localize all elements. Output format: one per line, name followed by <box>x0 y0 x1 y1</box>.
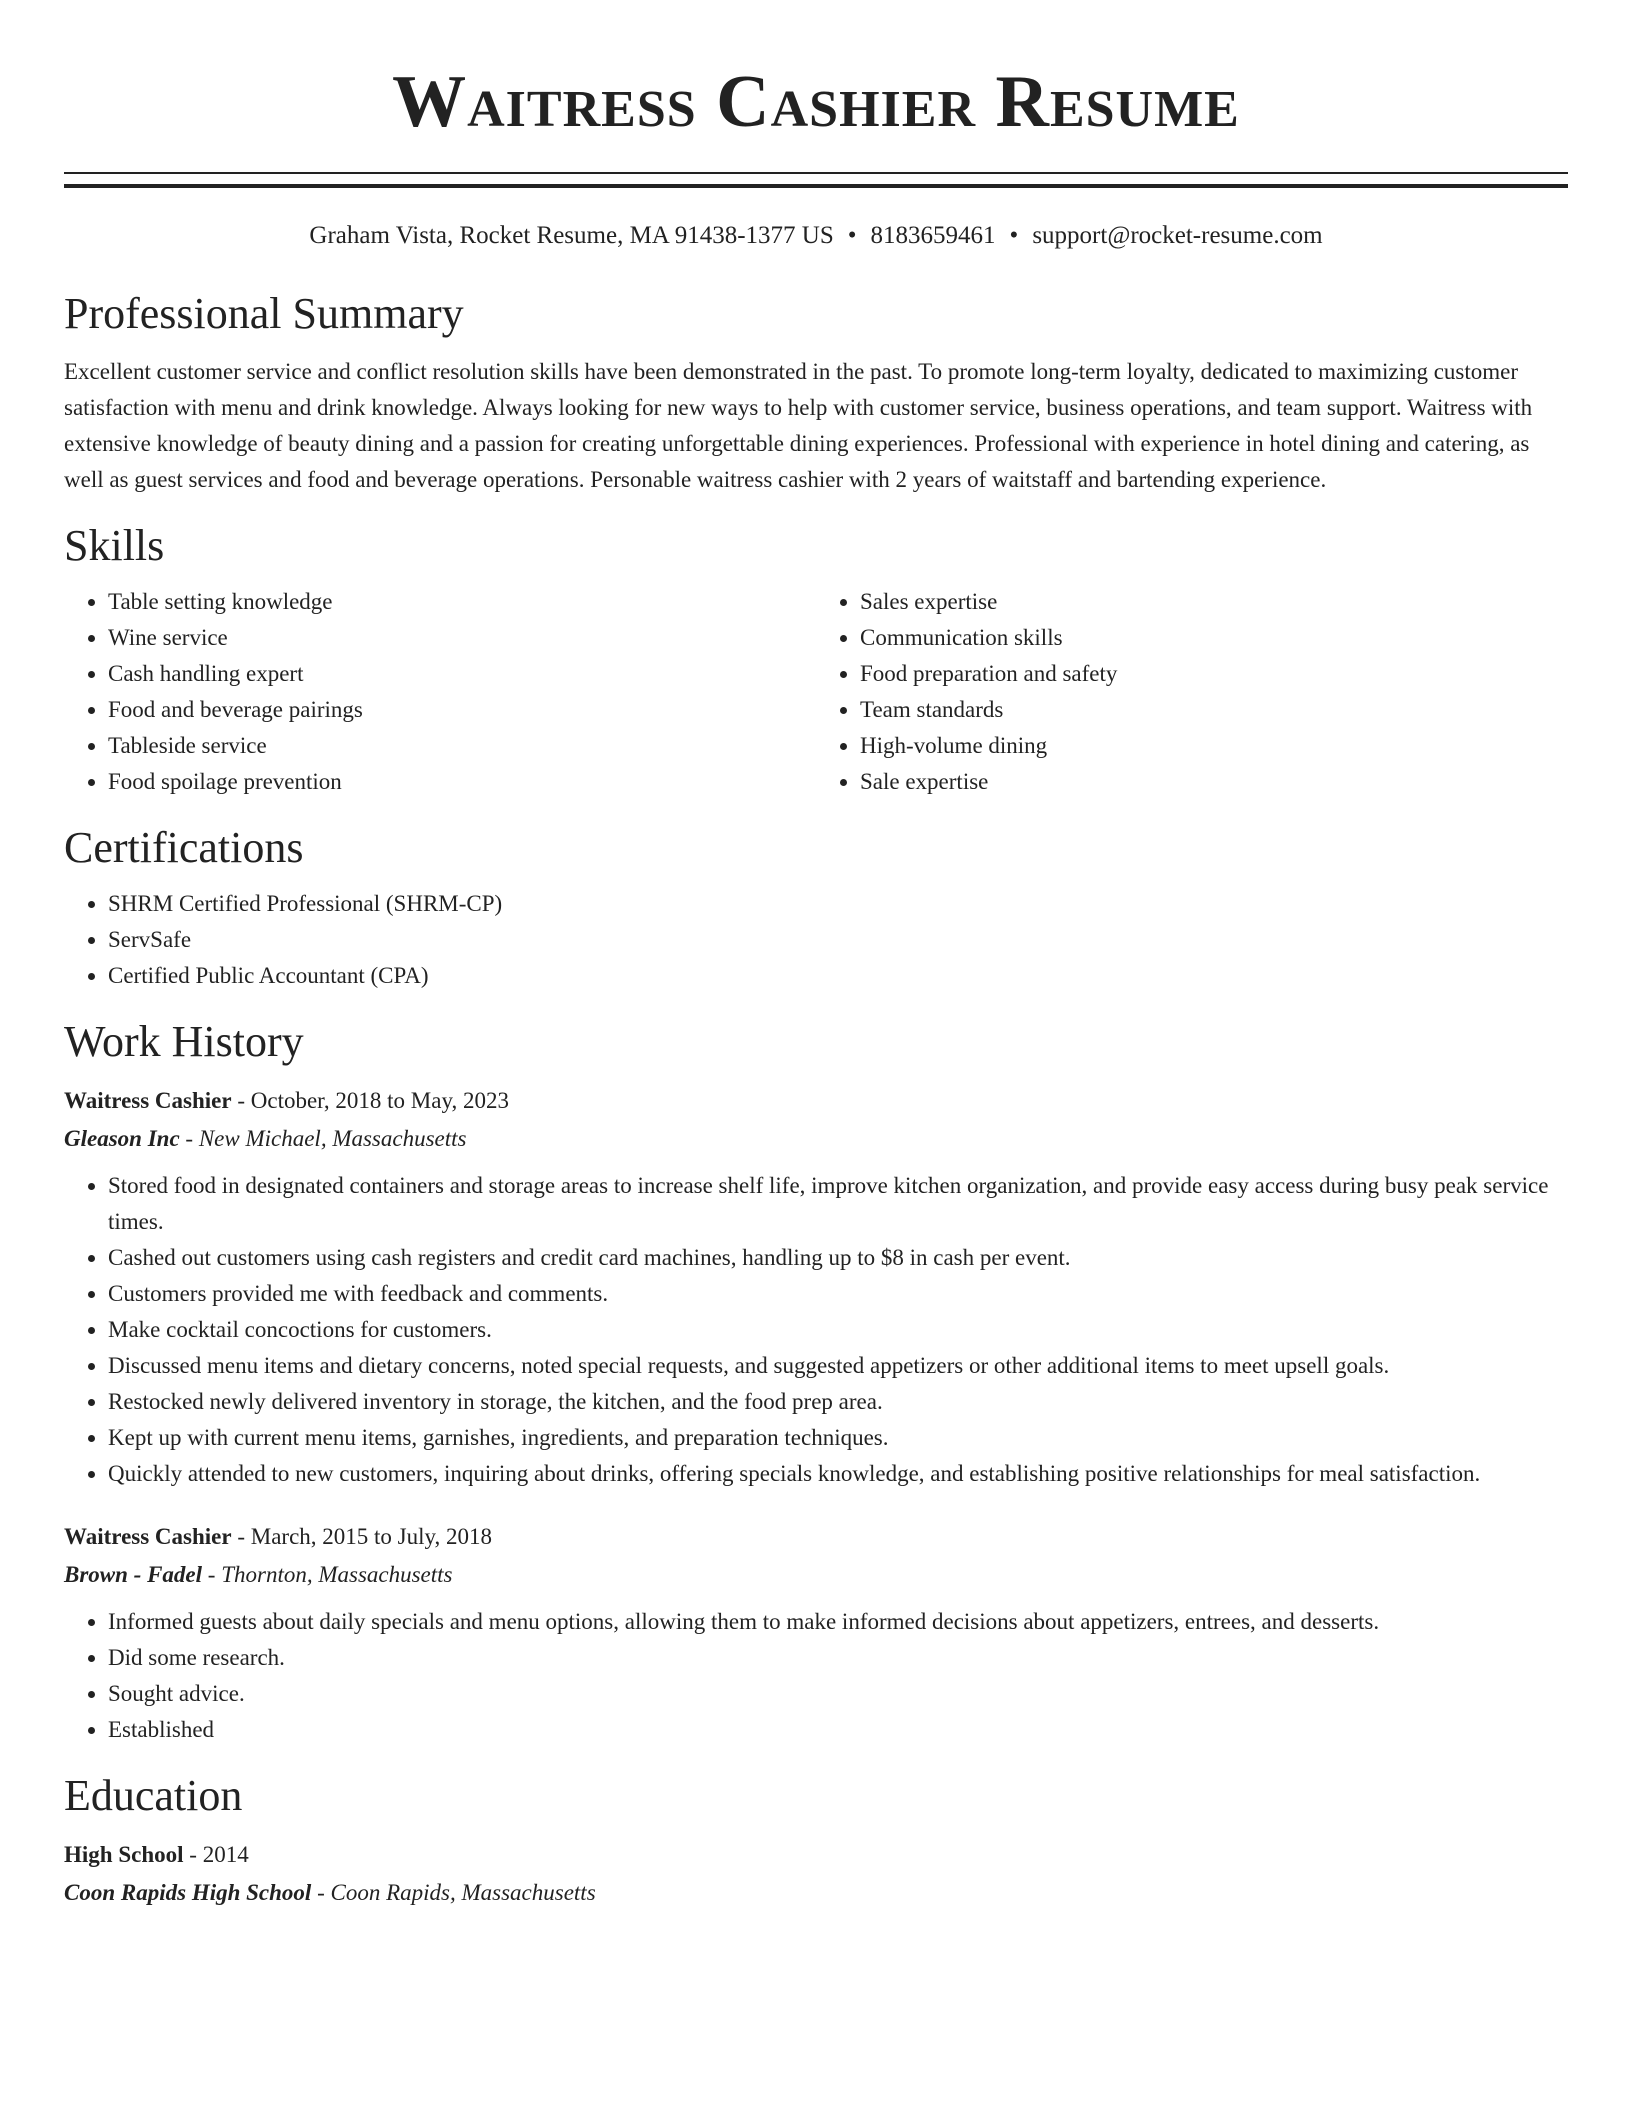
dash: - <box>231 1088 251 1113</box>
list-item: • Tableside service <box>108 728 816 764</box>
skills-heading: Skills <box>64 521 165 570</box>
summary-section <box>64 286 1568 498</box>
dash: - <box>202 1562 222 1587</box>
education-degree-line <box>64 1836 1568 1874</box>
list-item: • Stored food in designated containers and storage areas to increase shelf life, improve kitchen organization, and provide easy access during busy peak service times. <box>108 1168 1568 1240</box>
job-location: New Michael, Massachusetts <box>198 1126 467 1151</box>
resume-title: Waitress Cashier Resume <box>392 61 1240 143</box>
education-section <box>64 1768 1568 1912</box>
list-item: • Informed guests about daily specials and menu options, allowing them to make informed decisions about appetizers, entrees, and desserts. <box>108 1604 1568 1640</box>
education-school-line <box>64 1874 1568 1912</box>
education-location: Coon Rapids, Massachusetts <box>330 1880 596 1905</box>
list-item: • Make cocktail concoctions for customers. <box>108 1312 1568 1348</box>
contact-separator: • <box>1009 222 1019 249</box>
job-dates: March, 2015 to July, 2018 <box>250 1524 493 1549</box>
title-divider <box>64 172 1568 188</box>
list-item: • Team standards <box>860 692 1568 728</box>
list-item: • Customers provided me with feedback and comments. <box>108 1276 1568 1312</box>
list-item: • Certified Public Accountant (CPA) <box>108 958 1568 994</box>
list-item: • Quickly attended to new customers, inquiring about drinks, offering specials knowledge, and establishing positive relationships for meal satisfaction. <box>108 1456 1568 1492</box>
dash: - <box>183 1842 203 1867</box>
education-year: 2014 <box>202 1842 249 1867</box>
list-item: • SHRM Certified Professional (SHRM-CP) <box>108 886 1568 922</box>
job-company: Gleason Inc <box>64 1126 180 1151</box>
list-item: • Food spoilage prevention <box>108 764 816 800</box>
summary-heading: Professional Summary <box>64 289 464 338</box>
job-company-line <box>64 1556 1568 1594</box>
job-title-line <box>64 1518 1568 1556</box>
job-title: Waitress Cashier <box>64 1524 232 1549</box>
skills-list-right <box>816 584 1568 800</box>
job-location: Thornton, Massachusetts <box>221 1562 453 1587</box>
certifications-heading: Certifications <box>64 823 304 872</box>
contact-address: Graham Vista, Rocket Resume, MA 91438-1377 US <box>309 222 834 249</box>
list-item: • Sales expertise <box>860 584 1568 620</box>
list-item: • High-volume dining <box>860 728 1568 764</box>
list-item: • Communication skills <box>860 620 1568 656</box>
dash: - <box>179 1126 199 1151</box>
list-item: • Kept up with current menu items, garnishes, ingredients, and preparation techniques. <box>108 1420 1568 1456</box>
job-company-line <box>64 1120 1568 1158</box>
certifications-section <box>64 820 1568 994</box>
contact-line <box>64 218 1568 254</box>
job-title-line <box>64 1082 1568 1120</box>
list-item: • Cash handling expert <box>108 656 816 692</box>
education-school: Coon Rapids High School <box>64 1880 312 1905</box>
contact-phone: 8183659461 <box>870 222 996 249</box>
job-entry <box>64 1082 1568 1492</box>
work-history-heading: Work History <box>64 1017 304 1066</box>
list-item: • Discussed menu items and dietary concerns, noted special requests, and suggested appetizers or other additional items to meet upsell goals. <box>108 1348 1568 1384</box>
list-item: • Established <box>108 1712 1568 1748</box>
list-item: • Cashed out customers using cash registers and credit card machines, handling up to $8 in cash per event. <box>108 1240 1568 1276</box>
education-degree: High School <box>64 1842 184 1867</box>
contact-separator: • <box>847 222 857 249</box>
list-item: • Table setting knowledge <box>108 584 816 620</box>
certifications-list <box>64 886 1568 994</box>
list-item: • Did some research. <box>108 1640 1568 1676</box>
skills-columns <box>64 584 1568 800</box>
list-item: • Sale expertise <box>860 764 1568 800</box>
list-item: • Restocked newly delivered inventory in storage, the kitchen, and the food prep area. <box>108 1384 1568 1420</box>
list-item: • Food and beverage pairings <box>108 692 816 728</box>
list-item: • Sought advice. <box>108 1676 1568 1712</box>
job-bullets <box>64 1168 1568 1492</box>
list-item: • ServSafe <box>108 922 1568 958</box>
work-history-section <box>64 1014 1568 1748</box>
job-dates: October, 2018 to May, 2023 <box>250 1088 509 1113</box>
job-title: Waitress Cashier <box>64 1088 232 1113</box>
skills-section <box>64 518 1568 800</box>
education-heading: Education <box>64 1771 243 1820</box>
list-item: • Food preparation and safety <box>860 656 1568 692</box>
summary-text: Excellent customer service and conflict resolution skills have been demonstrated in the past. To promote long-term loyalty, dedicated to maximizing customer satisfaction with menu and drink knowledge. Always looking for new ways to help with customer service, business operations, and team support. Waitress with extensive knowledge of beauty dining and a passion for creating unforgettable dining experiences. Professional with experience in hotel dining and catering, as well as guest services and food and beverage operations. Personable waitress cashier with 2 years of waitstaff and bartending experience. <box>64 359 1533 492</box>
job-entry <box>64 1518 1568 1748</box>
dash: - <box>231 1524 251 1549</box>
list-item: • Wine service <box>108 620 816 656</box>
skills-list-left <box>64 584 816 800</box>
job-company: Brown - Fadel <box>64 1562 203 1587</box>
dash: - <box>311 1880 331 1905</box>
job-bullets <box>64 1604 1568 1748</box>
contact-email: support@rocket-resume.com <box>1032 222 1323 249</box>
